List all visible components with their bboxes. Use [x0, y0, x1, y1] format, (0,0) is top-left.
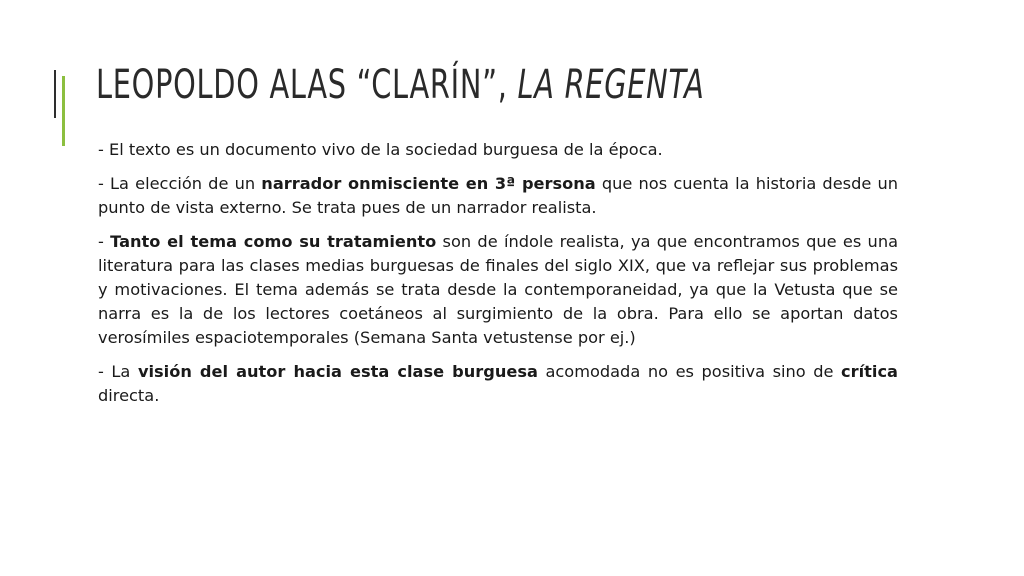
paragraph-2-text-end: que nos cuenta la historia desde un punto de vista externo. Se trata pues de un narrador realista.	[98, 174, 899, 217]
title-accent-bar-dark	[54, 70, 56, 118]
title-main: LEOPOLDO ALAS “CLARÍN”,	[96, 62, 518, 108]
paragraph-4-bold-2: crítica	[841, 362, 898, 381]
paragraph-3-bold: Tanto el tema como su tratamiento	[110, 232, 437, 251]
slide-title	[96, 62, 705, 108]
paragraph-2	[98, 172, 898, 220]
paragraph-4	[98, 360, 898, 408]
paragraph-3-text-end: son de índole realista, ya que encontramos que es una literatura para las clases medias burguesas de finales del siglo XIX, que va reflejar sus problemas y motivaciones. El tema además se trata desde la contemporaneidad, ya que la Vetusta que se narra es la de los lectores coetáneos al surgimiento de la obra. Para ello se aportan datos verosímiles espaciotemporales (Semana Santa vetustense por ej.)	[98, 232, 898, 347]
paragraph-4-text-end: directa.	[98, 386, 160, 405]
title-accent-bar-green	[62, 76, 65, 146]
paragraph-4-bold-1: visión del autor hacia esta clase burguesa	[137, 362, 538, 381]
paragraph-3-text-start: -	[98, 232, 111, 251]
paragraph-4-text-start: - La	[98, 362, 138, 381]
slide-body	[98, 138, 898, 418]
paragraph-1-text: - El texto es un documento vivo de la sociedad burguesa de la época.	[98, 140, 663, 159]
title-italic: LA REGENTA	[517, 62, 705, 108]
paragraph-1	[98, 138, 898, 162]
paragraph-2-text-start: - La elección de un	[98, 174, 262, 193]
paragraph-4-text-middle: acomodada no es positiva sino de	[537, 362, 842, 381]
paragraph-2-bold: narrador onmisciente en 3ª persona	[261, 174, 596, 193]
paragraph-3	[98, 230, 898, 350]
